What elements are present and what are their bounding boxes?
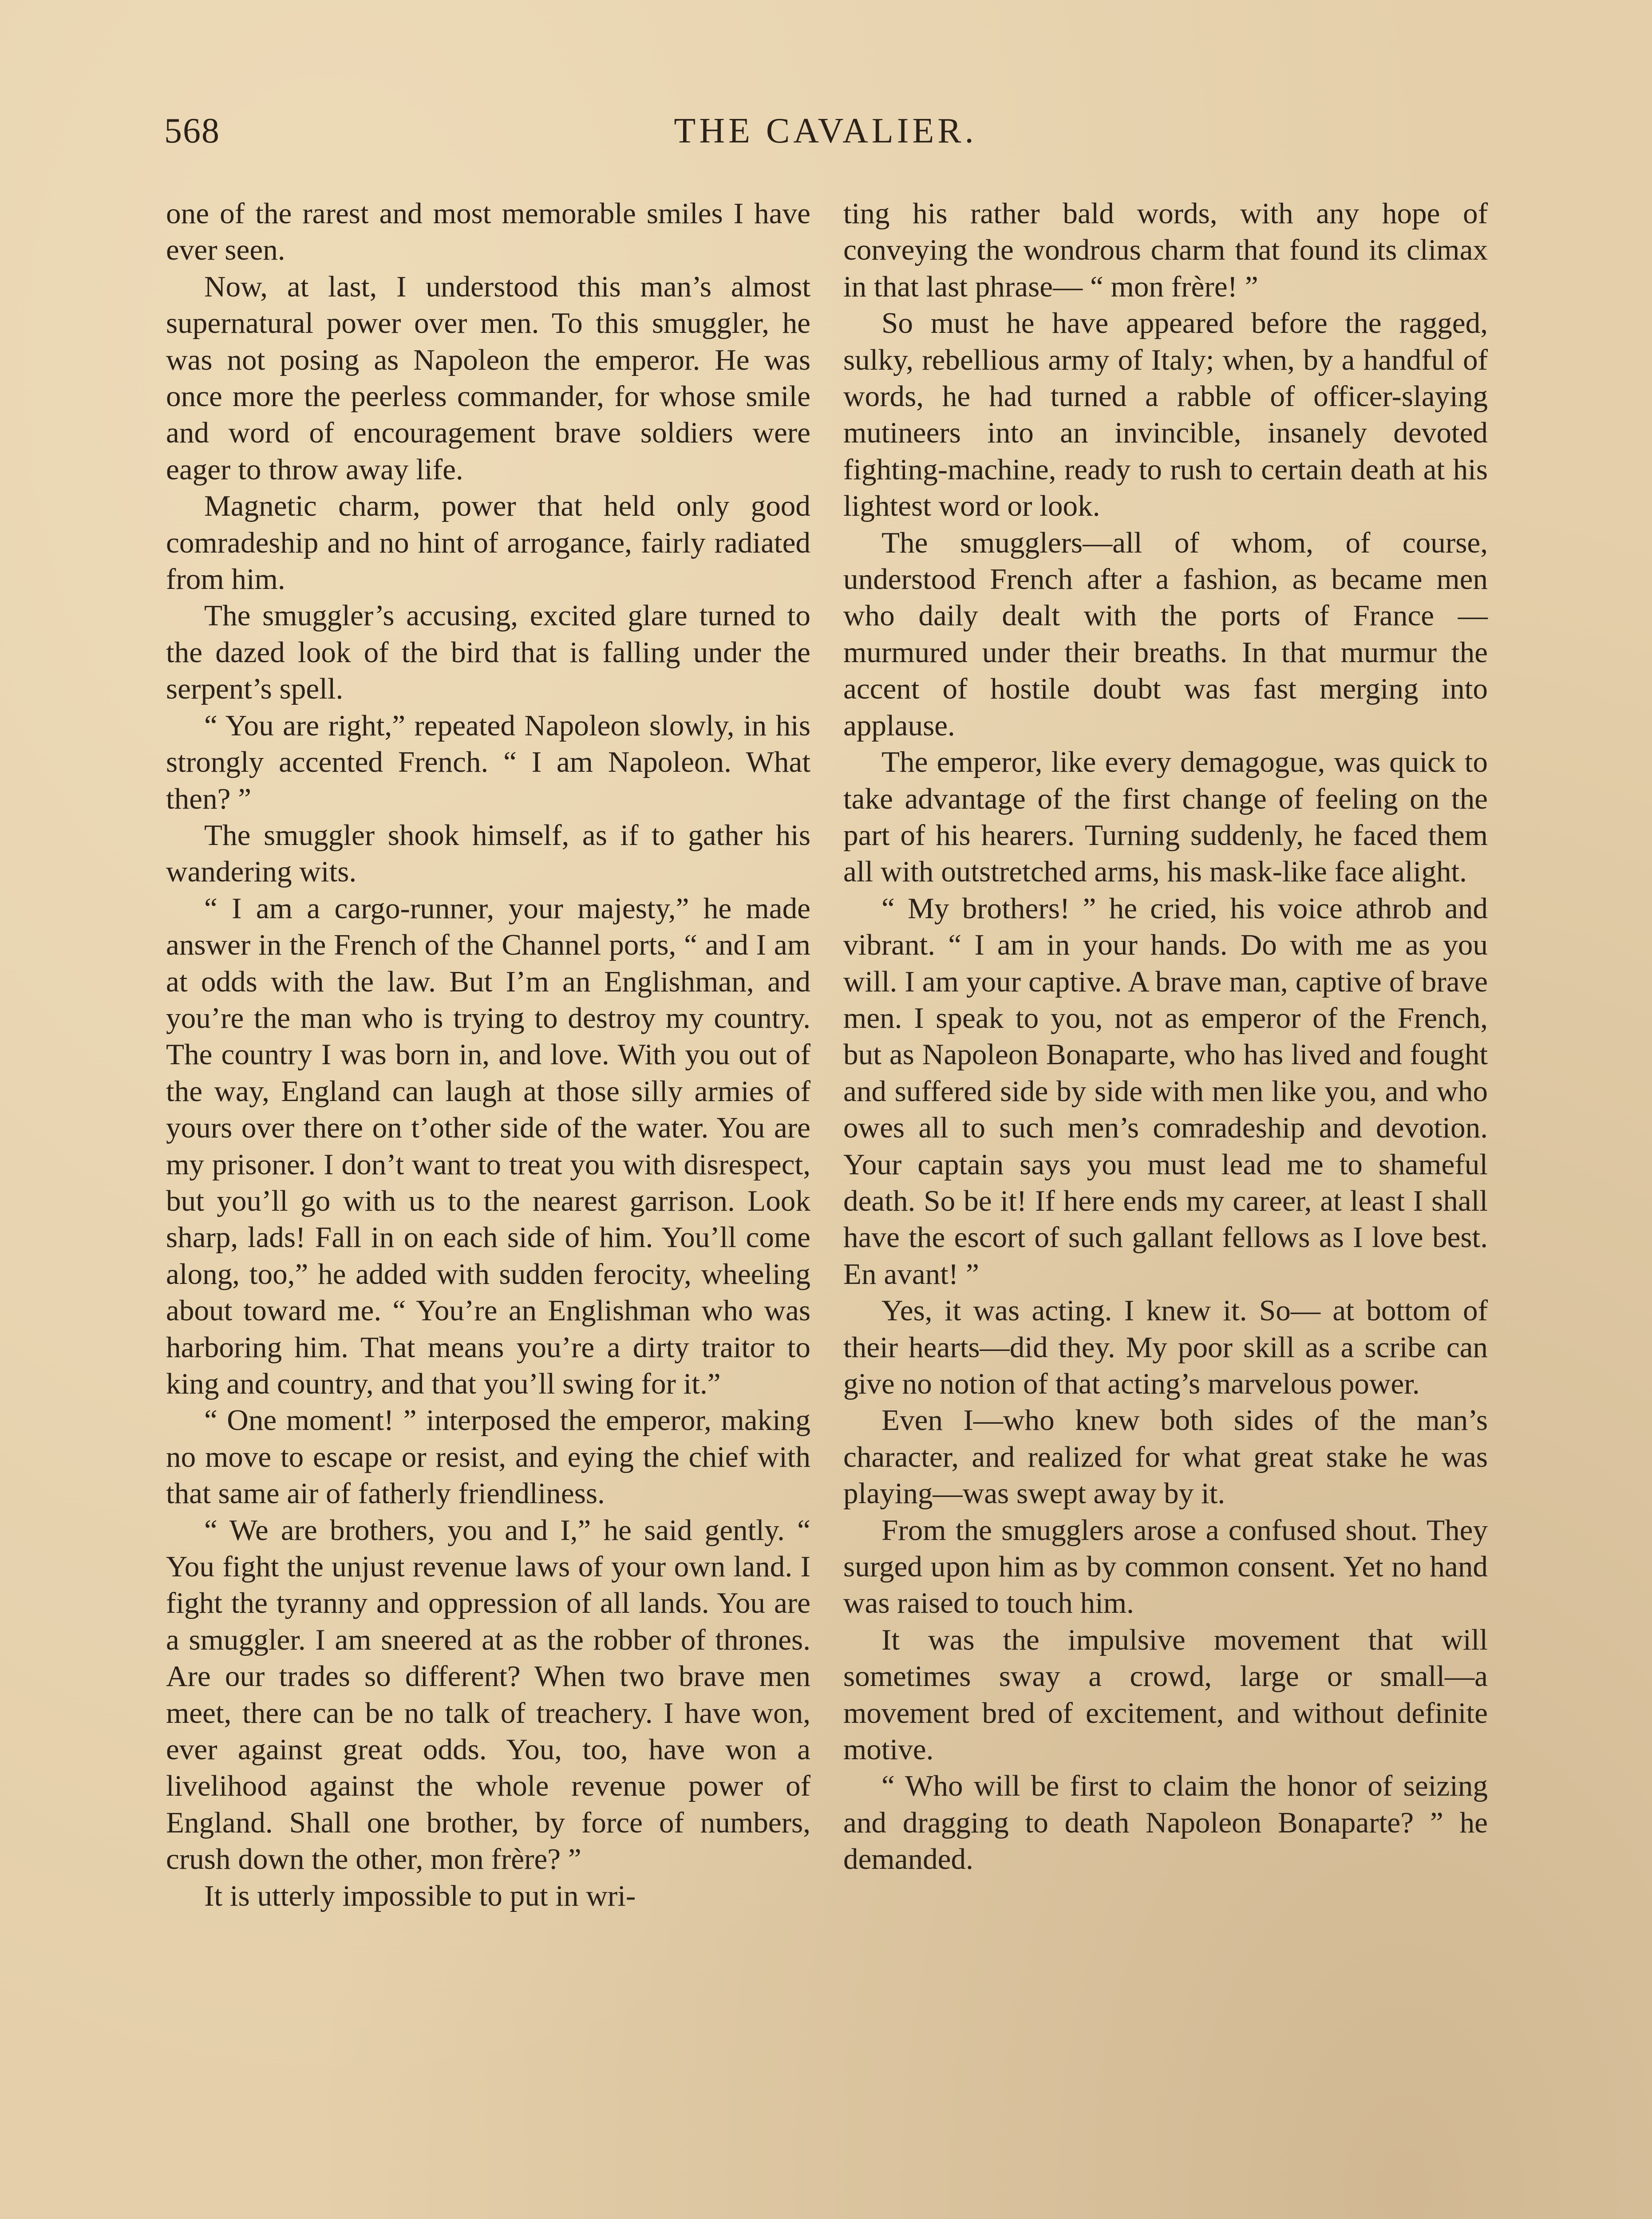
paragraph: “ Who will be first to claim the honor of seizing and dragging to death Napoleon Bonaparte? ” he demanded. — [843, 1769, 1488, 1876]
left-column — [166, 195, 810, 1914]
paragraph: The smuggler shook himself, as if to gather his wandering wits. — [166, 818, 810, 888]
paragraph: “ You are right,” repeated Napoleon slowly, in his strongly accented French. “ I am Napoleon. What then? ” — [166, 708, 810, 815]
paragraph: It was the impulsive movement that will sometimes sway a crowd, large or small—a movement bred of excitement, and without definite motive. — [843, 1623, 1488, 1766]
page-header — [164, 111, 1487, 164]
paragraph: Even I—who knew both sides of the man’s character, and realized for what great stake he was playing—was swept away by it. — [843, 1403, 1488, 1510]
running-head: THE CAVALIER. — [674, 111, 977, 150]
paragraph: It is utterly impossible to put in wri- — [204, 1879, 636, 1912]
paragraph: “ One moment! ” interposed the emperor, making no move to escape or resist, and eying the chief with that same air of fatherly friendliness. — [166, 1403, 810, 1510]
paragraph: “ We are brothers, you and I,” he said gently. “ You fight the unjust revenue laws of your own land. I fight the tyranny and oppression of all lands. You are a smuggler. I am sneered at as the robber of thrones. Are our trades so different? When two brave men meet, there can be no talk of treachery. I have won, ever against great odds. You, too, have won a livelihood against the whole revenue power of England. Shall one brother, by force of numbers, crush down the other, mon frère? ” — [166, 1513, 810, 1876]
paragraph: The emperor, like every demagogue, was quick to take advantage of the first change of feeling on the part of his hearers. Turning suddenly, he faced them all with outstretched arms, his mask-like face alight. — [843, 745, 1488, 888]
paragraph: one of the rarest and most memorable smiles I have ever seen. — [166, 197, 810, 267]
paragraph: The smugglers—all of whom, of course, understood French after a fashion, as became men who daily dealt with the ports of France — murmured under their breaths. In that murmur the accent of hostile doubt was fast merging into applause. — [843, 525, 1488, 742]
paragraph: Yes, it was acting. I knew it. So— at bottom of their hearts—did they. My poor skill as a scribe can give no notion of that acting’s marvelous power. — [843, 1294, 1488, 1400]
paragraph: Now, at last, I understood this man’s almost supernatural power over men. To this smuggler, he was not posing as Napoleon the emperor. He was once more the peerless commander, for whose smile and word of encouragement brave soldiers were eager to throw away life. — [166, 269, 810, 486]
page-number: 568 — [164, 111, 220, 150]
paragraph: So must he have appeared before the ragged, sulky, rebellious army of Italy; when, by a handful of words, he had turned a rabble of officer-slaying mutineers into an invincible, insanely devoted fighting-machine, ready to rush to certain death at his lightest word or look. — [843, 306, 1488, 523]
right-column — [843, 195, 1488, 1878]
paragraph: “ My brothers! ” he cried, his voice athrob and vibrant. “ I am in your hands. Do with me as you will. I am your captive. A brave man, captive of brave men. I speak to you, not as emperor of the French, but as Napoleon Bonaparte, who has lived and fought and suffered side by side with men like you, and who owes all to such men’s comradeship and devotion. Your captain says you must lead me to shameful death. So be it! If here ends my career, at least I shall have the escort of such gallant fellows as I love best. En avant! ” — [843, 891, 1488, 1291]
paragraph: ting his rather bald words, with any hope of conveying the wondrous charm that found its climax in that last phrase— “ mon frère! ” — [843, 197, 1488, 303]
paragraph: Magnetic charm, power that held only good comradeship and no hint of arrogance, fairly radiated from him. — [166, 489, 810, 596]
paragraph: From the smugglers arose a confused shout. They surged upon him as by common consent. Yet no hand was raised to touch him. — [843, 1513, 1488, 1620]
paragraph: “ I am a cargo-runner, your majesty,” he made answer in the French of the Channel ports, “ and I am at odds with the law. But I’m an Englishman, and you’re the man who is trying to destroy my country. The country I was born in, and love. With you out of the way, England can laugh at those silly armies of yours over there on t’other side of the water. You are my prisoner. I don’t want to treat you with disrespect, but you’ll go with us to the nearest garrison. Look sharp, lads! Fall in on each side of him. You’ll come along, too,” he added with sudden ferocity, wheeling about toward me. “ You’re an Englishman who was harboring him. That means you’re a dirty traitor to king and country, and that you’ll swing for it.” — [166, 891, 810, 1400]
paragraph: The smuggler’s accusing, excited glare turned to the dazed look of the bird that is falling under the serpent’s spell. — [166, 599, 810, 706]
